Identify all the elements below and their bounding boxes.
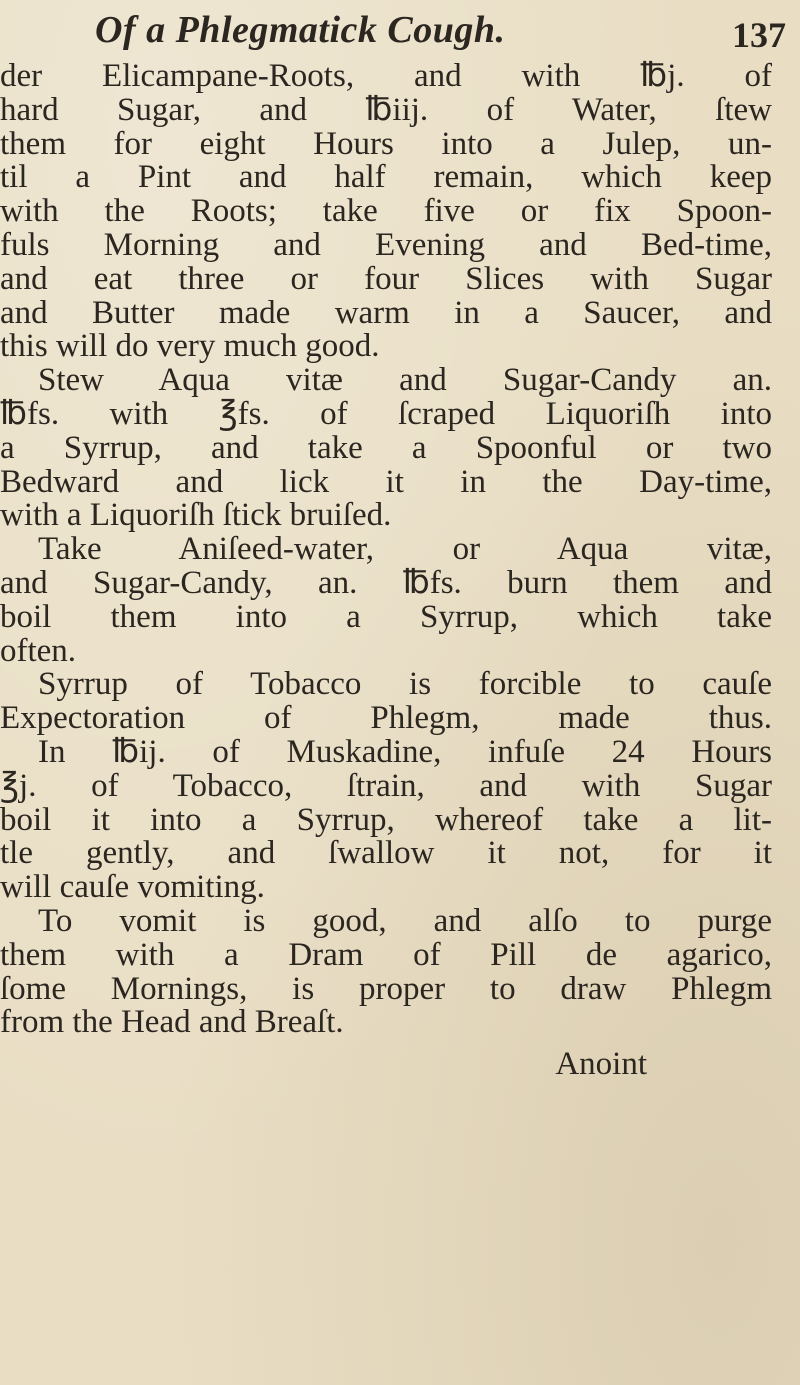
text-line: a Syrrup, and take a Spoonful or two [0, 429, 772, 466]
text-line: often. [0, 632, 77, 669]
text-line: Stew Aqua vitæ and Sugar-Candy an. [38, 362, 772, 399]
catchword: Anoint [555, 1046, 647, 1083]
text-line: will cauſe vomiting. [0, 869, 265, 906]
page-number: 137 [732, 15, 786, 55]
text-line: hard Sugar, and ℔iij. of Water, ſtew [0, 91, 772, 128]
text-line: der Elicampane-Roots, and with ℔j. of [0, 58, 772, 94]
text-line: boil it into a Syrrup, whereof take a lit- [0, 801, 772, 838]
text-line: and Sugar-Candy, an. ℔fs. burn them and [0, 564, 772, 601]
text-line: this will do very much good. [0, 328, 380, 365]
body-text [0, 60, 772, 1082]
text-line: with the Roots; take five or fix Spoon- [0, 193, 772, 230]
text-line: from the Head and Breaſt. [0, 1004, 344, 1041]
text-line: tle gently, and ſwallow it not, for it [0, 835, 772, 872]
text-line: Syrrup of Tobacco is forcible to cauſe [38, 666, 772, 703]
text-line: and eat three or four Slices with Sugar [0, 260, 772, 297]
running-title: Of a Phlegmatick Cough. [95, 9, 506, 51]
text-line: them for eight Hours into a Julep, un- [0, 125, 772, 162]
text-line: til a Pint and half remain, which keep [0, 159, 772, 196]
text-line: Bedward and lick it in the Day-time, [0, 463, 772, 500]
text-line: fuls Morning and Evening and Bed-time, [0, 226, 772, 263]
text-line: ſome Mornings, is proper to draw Phlegm [0, 970, 772, 1007]
text-line: Take Aniſeed-water, or Aqua vitæ, [38, 531, 772, 568]
text-line: with a Liquoriſh ſtick bruiſed. [0, 497, 392, 534]
text-line: them with a Dram of Pill de agarico, [0, 936, 772, 973]
text-line: and Butter made warm in a Saucer, and [0, 294, 772, 331]
text-line: Expectoration of Phlegm, made thus. [0, 700, 772, 737]
text-line: ℔fs. with ℥fs. of ſcraped Liquoriſh into [0, 395, 772, 432]
text-line: In ℔ij. of Muskadine, infuſe 24 Hours [38, 733, 772, 770]
text-line: boil them into a Syrrup, which take [0, 598, 772, 635]
text-line: ℥j. of Tobacco, ſtrain, and with Sugar [0, 767, 772, 804]
text-line: To vomit is good, and alſo to purge [38, 902, 772, 939]
